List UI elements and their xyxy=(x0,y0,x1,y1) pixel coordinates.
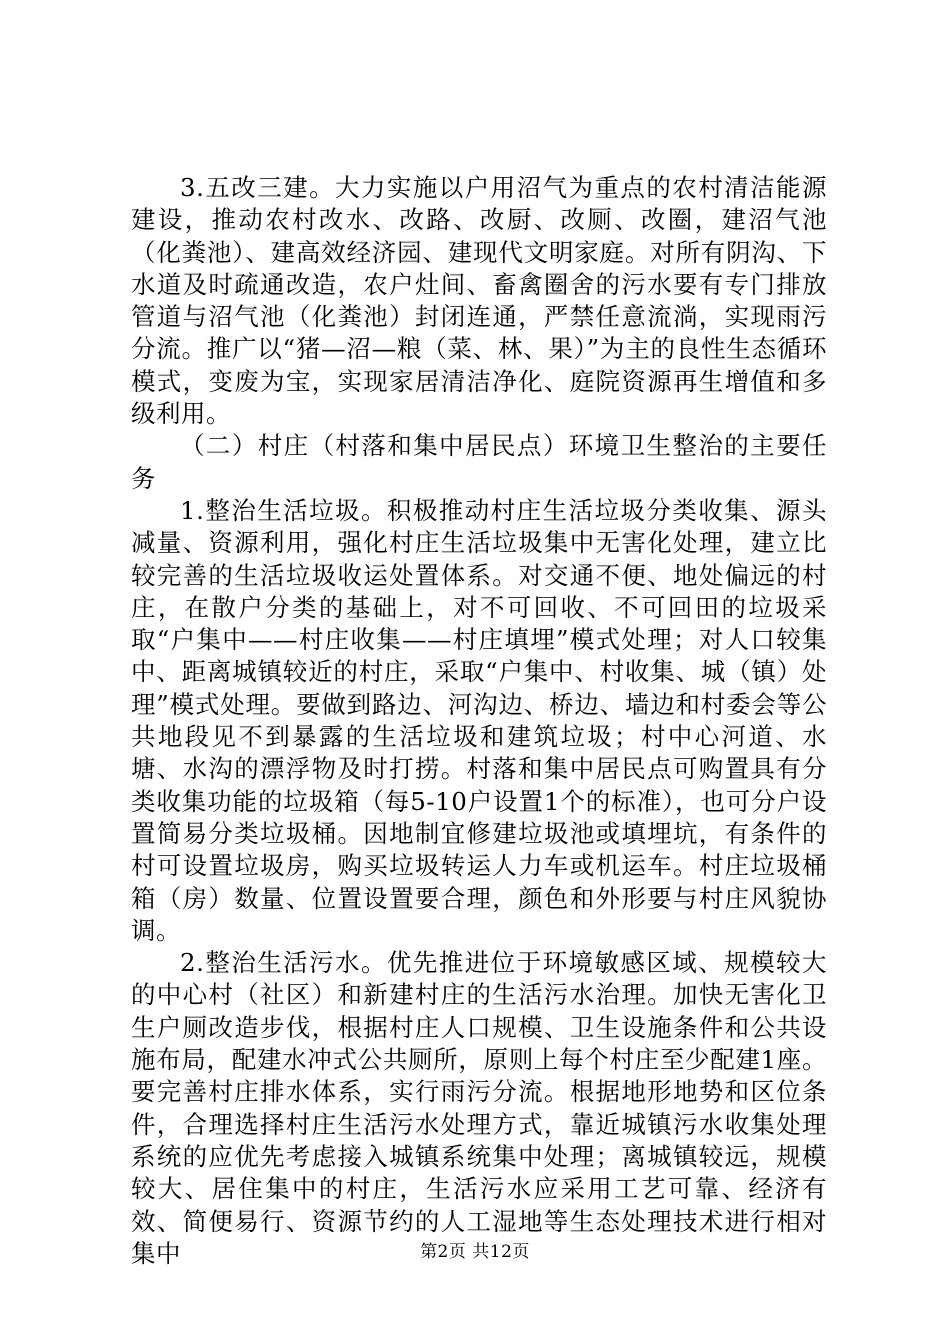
document-body xyxy=(131,172,827,1270)
paragraph-domestic-sewage: 2.整治生活污水。优先推进位于环境敏感区域、规模较大的中心村（社区）和新建村庄的生活污水治理。加快无害化卫生户厕改造步伐，根据村庄人口规模、卫生设施条件和公共设施布局，配建水冲式公共厕所，原则上每个村庄至少配建1座。要完善村庄排水体系，实行雨污分流。根据地形地势和区位条件，合理选择村庄生活污水处理方式，靠近城镇污水收集处理系统的应优先考虑接入城镇系统集中处理；离城镇较远，规模较大、居住集中的村庄，生活污水应采用工艺可靠、经济有效、简便易行、资源节约的人工湿地等生态处理技术进行相对集中 xyxy=(131,948,827,1268)
paragraph-domestic-waste: 1.整治生活垃圾。积极推动村庄生活垃圾分类收集、源头减量、资源利用，强化村庄生活垃圾集中无害化处理，建立比较完善的生活垃圾收运处置体系。对交通不便、地处偏远的村庄，在散户分类的基础上，对不可回收、不可回田的垃圾采取“户集中——村庄收集——村庄填埋”模式处理；对人口较集中、距离城镇较近的村庄，采取“户集中、村收集、城（镇）处理”模式处理。要做到路边、河沟边、桥边、墙边和村委会等公共地段见不到暴露的生活垃圾和建筑垃圾；村中心河道、水塘、水沟的漂浮物及时打捞。村落和集中居民点可购置具有分类收集功能的垃圾箱（每5-10户设置1个的标准），也可分户设置简易分类垃圾桶。因地制宜修建垃圾池或填埋坑，有条件的村可设置垃圾房，购买垃圾转运人力车或机运车。村庄垃圾桶箱（房）数量、位置设置要合理，颜色和外形要与村庄风貌协调。 xyxy=(131,495,827,945)
section-heading-village-tasks: （二）村庄（村落和集中居民点）环境卫生整治的主要任务 xyxy=(131,431,827,493)
paragraph-five-reforms: 3.五改三建。大力实施以户用沼气为重点的农村清洁能源建设，推动农村改水、改路、改厨、改厕、改圈，建沼气池（化粪池）、建高效经济园、建现代文明家庭。对所有阴沟、下水道及时疏通改造，农户灶间、畜禽圈舍的污水要有专门排放管道与沼气池（化粪池）封闭连通，严禁任意流淌，实现雨污分流。推广以“猪—沼—粮（菜、林、果）”为主的良性生态循环模式，变废为宝，实现家居清洁净化、庭院资源再生增值和多级利用。 xyxy=(131,173,827,429)
page-number-footer: 第2页 共12页 xyxy=(420,1242,530,1262)
